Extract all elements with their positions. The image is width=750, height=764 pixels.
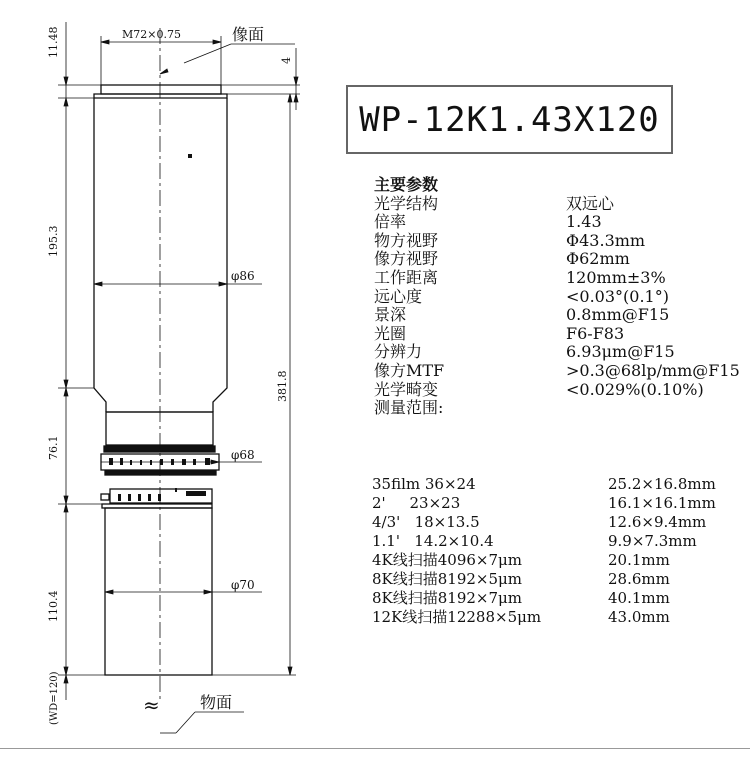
dim-lower-label: 110.4 [47,590,60,622]
parameter-value: 120mm±3% [566,267,666,287]
field-size: 40.1mm [608,589,670,607]
break-mark: ≈ [143,693,160,717]
parameter-row [374,269,740,288]
dia-86-label: φ86 [231,269,255,283]
dim-mid-label: 76.1 [47,435,60,460]
dim-flange-label: 4 [280,57,293,64]
parameter-row [374,381,740,400]
dim-wd-label: (WD=120) [49,671,60,725]
sensor-format: 12K线扫描12288×5μm [372,608,542,626]
sensor-format: 8K线扫描8192×5μm [372,570,523,588]
field-size: 43.0mm [608,608,670,626]
object-plane-label: 物面 [200,693,233,712]
field-size: 25.2×16.8mm [608,475,716,493]
image-plane-label: 像面 [232,25,265,44]
lower-barrel [105,508,212,675]
parameter-value: 1.43 [566,212,602,232]
image-flange [101,85,221,94]
parameter-row [374,288,740,307]
parameter-row [374,343,740,362]
parameter-row [374,213,740,232]
sensor-format: 8K线扫描8192×7μm [372,589,523,607]
sensor-format: 4/3' 18×13.5 [372,513,480,531]
field-size: 12.6×9.4mm [608,513,707,531]
parameter-row [374,195,740,214]
lens-drawing [0,0,340,750]
dia-68-label: φ68 [231,448,255,462]
parameter-value: 双远心 [566,193,615,213]
parameter-name: 像方MTF [374,360,445,380]
sensor-format: 1.1' 14.2×10.4 [372,532,494,550]
parameter-row [374,232,740,251]
parameters-header: 主要参数 [374,175,439,194]
parameters-block [374,176,740,418]
parameter-row [374,325,740,344]
measure-row [372,551,716,570]
measure-row [372,513,716,532]
parameter-value: 0.8mm@F15 [566,305,670,325]
parameter-value: Φ43.3mm [566,230,646,250]
dia-70-label: φ70 [231,578,255,592]
parameter-name: 光学畸变 [374,379,439,399]
sensor-format: 2' 23×23 [372,494,461,512]
parameter-name: 光学结构 [374,193,439,213]
thread-label: M72×0.75 [122,28,181,41]
parameter-value: Φ62mm [566,249,630,269]
measure-range-label: 测量范围: [374,398,444,418]
field-size: 9.9×7.3mm [608,532,697,550]
measure-row [372,475,716,494]
top-mount [94,94,227,98]
measure-row [372,570,716,589]
measure-row [372,608,716,627]
parameter-value: <0.03°(0.1°) [566,286,669,306]
field-size: 20.1mm [608,551,670,569]
measure-row [372,589,716,608]
parameter-name: 景深 [374,305,407,325]
dim-upper-label: 195.3 [47,225,60,257]
measure-row [372,532,716,551]
sensor-format: 4K线扫描4096×7μm [372,551,523,569]
parameter-value: F6-F83 [566,323,625,343]
divider [0,748,750,749]
measure-row [372,494,716,513]
parameter-row [374,362,740,381]
parameter-name: 像方视野 [374,249,439,269]
parameter-row [374,250,740,269]
parameter-row [374,306,740,325]
parameter-name: 工作距离 [374,267,439,287]
parameter-name: 光圈 [374,323,407,343]
parameter-name: 分辨力 [374,342,423,362]
model-title: WP-12K1.43X120 [346,85,673,154]
field-size: 16.1×16.1mm [608,494,716,512]
parameter-name: 倍率 [374,212,407,232]
field-size: 28.6mm [608,570,670,588]
parameter-value: >0.3@68lp/mm@F15 [566,360,740,380]
parameter-name: 物方视野 [374,230,439,250]
parameter-value: 6.93μm@F15 [566,342,675,362]
dim-total-label: 381.8 [276,370,289,402]
parameter-name: 远心度 [374,286,423,306]
upper-barrel [94,98,227,412]
measure-range-table [372,475,716,627]
focus-ring [106,412,213,445]
dim-top-label: 11.48 [47,26,60,58]
sensor-format: 35film 36×24 [372,475,476,493]
aperture-markings [109,458,210,501]
parameter-value: <0.029%(0.10%) [566,379,704,399]
